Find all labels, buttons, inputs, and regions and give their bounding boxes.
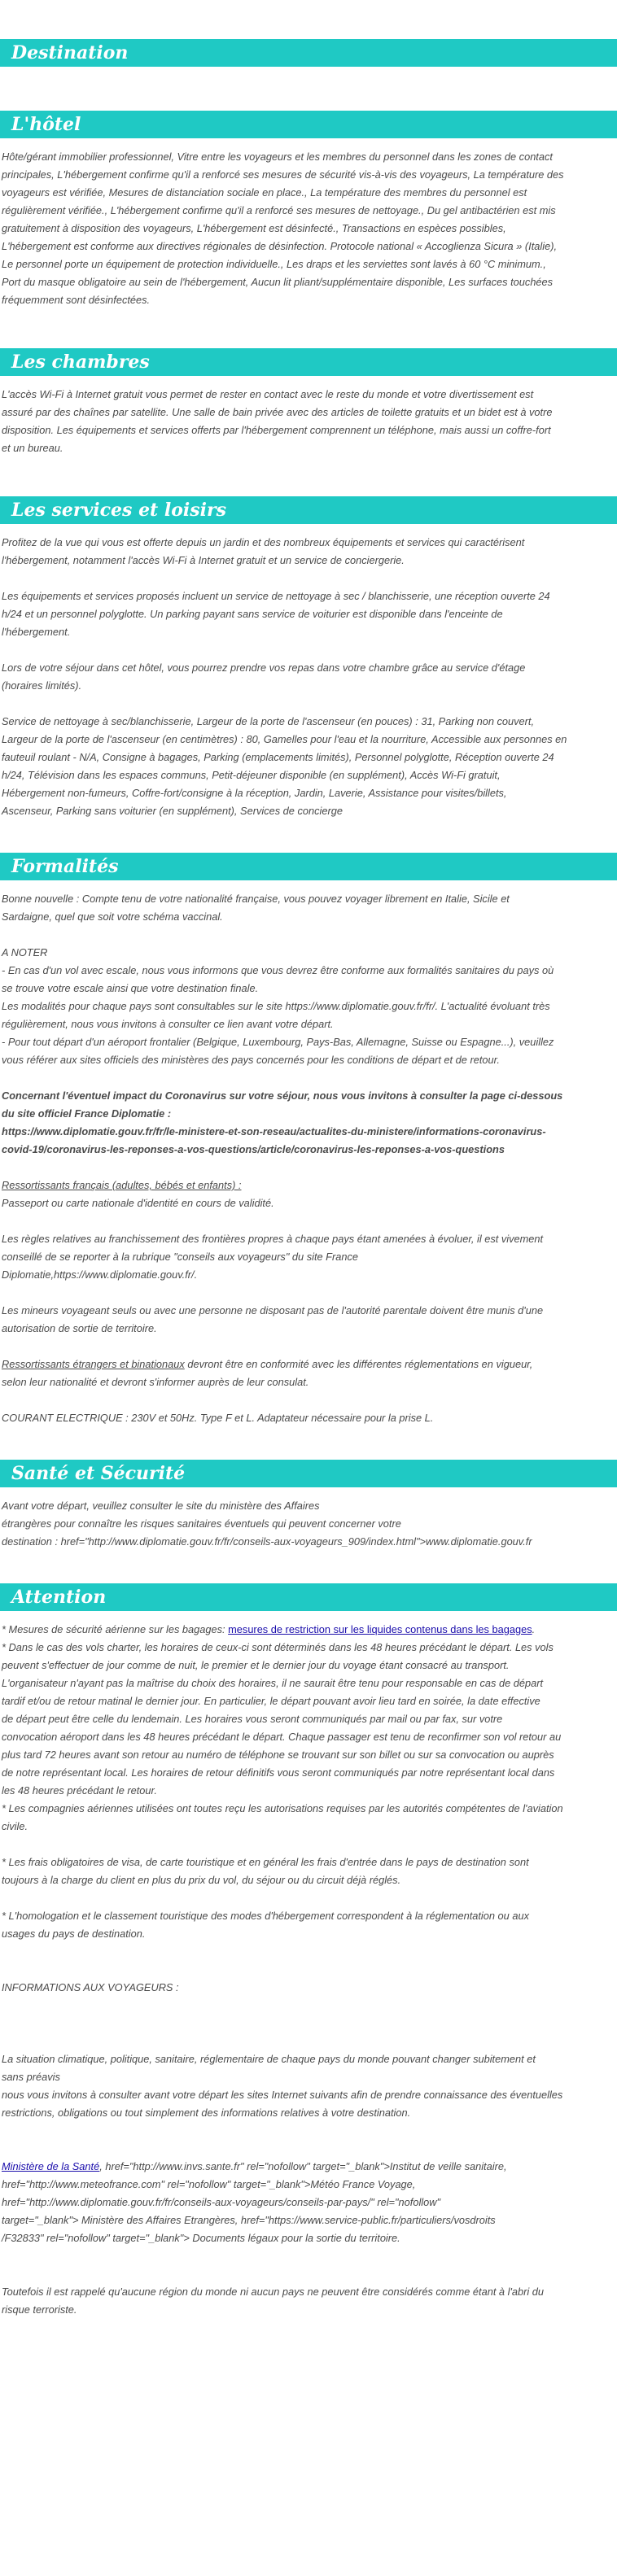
hotel-line: voyageurs est vérifiée, Mesures de distanciation sociale en place., La température des membres du personnel est (2, 186, 527, 199)
health-content (0, 1487, 617, 1551)
formalities-note-line: se trouve votre escale ainsi que votre destination finale. (2, 982, 259, 994)
charter-line: L'organisateur n'ayant pas la maîtrise du choix des horaires, il ne saurait être tenu pour responsable en cas de départ (2, 1677, 544, 1689)
charter-line: * Les compagnies aériennes utilisées ont toutes reçu les autorisations requises par les autorités compétentes de l'aviation (2, 1802, 563, 1814)
formalities-line: Bonne nouvelle : Compte tenu de votre nationalité française, vous pouvez voyager librement en Italie, Sicile et (2, 893, 510, 905)
climate-line: sans préavis (2, 2071, 60, 2083)
services-line: h/24, Télévision dans les espaces communs, Petit-déjeuner disponible (en supplément), Accès Wi-Fi gratuit, (2, 769, 501, 781)
rooms-line: disposition. Les équipements et services offerts par l'hébergement comprennent un téléphone, mais aussi un coffre-fort (2, 424, 551, 436)
formalities-bold-line: Concernant l'éventuel impact du Coronavirus sur votre séjour, nous vous invitons à consulter la page ci-dessous (2, 1089, 563, 1102)
charter-line: convocation aéroport dans les 48 heures précédant le départ. Chaque passager est tenu de reconfirmer son vol retour au (2, 1731, 562, 1743)
services-line: Ascenseur, Parking sans voiturier (en supplément), Services de concierge (2, 805, 343, 817)
section-header-rooms (0, 348, 617, 376)
formalities-note-line: A NOTER (2, 946, 48, 958)
ministry-health-link[interactable]: Ministère de la Santé (2, 2160, 100, 2172)
foreign-nationals-rest: devront être en conformité avec les différentes réglementations en vigueur, (184, 1358, 533, 1370)
links-line: /F32833" rel="nofollow" target="_blank"> Documents légaux pour la sortie du territoire. (2, 2232, 400, 2244)
rooms-line: L'accès Wi-Fi à Internet gratuit vous permet de rester en contact avec le reste du monde et votre divertissement est (2, 388, 534, 400)
health-line: destination : href="http://www.diplomatie.gouv.fr/fr/conseils-aux-voyageurs_909/index.html">www.diplomatie.gouv.fr (2, 1535, 532, 1548)
climate-line: restrictions, obligations ou tout simplement des informations relatives à votre destination. (2, 2107, 411, 2119)
formalities-note-line: - En cas d'un vol avec escale, nous vous informons que vous devrez être conforme aux formalités sanitaires du pays où (2, 964, 554, 976)
services-content (0, 524, 617, 820)
formalities-bold-line: du site officiel France Diplomatie : (2, 1107, 172, 1120)
ministry-rest: , href="http://www.invs.sante.fr" rel="nofollow" target="_blank">Institut de veille sanitaire, (99, 2160, 507, 2172)
charter-line: les 48 heures précédant le retour. (2, 1784, 157, 1797)
section-title-health: Santé et Sécurité (11, 1463, 186, 1484)
charter-line: * Dans le cas des vols charter, les horaires de ceux-ci sont déterminés dans les 48 heures précédant le départ. Les vols (2, 1641, 554, 1653)
rooms-line: et un bureau. (2, 442, 63, 454)
fees-line: toujours à la charge du client en plus du prix du vol, du séjour ou du circuit déjà réglés. (2, 1874, 401, 1886)
charter-line: tardif et/ou de retour matinal le dernier jour. En particulier, le départ pouvant avoir lieu tard en soirée, la date effective (2, 1695, 540, 1707)
services-line: Lors de votre séjour dans cet hôtel, vous pourrez prendre vos repas dans votre chambre grâce au service d'étage (2, 661, 526, 674)
services-line: Les équipements et services proposés incluent un service de nettoyage à sec / blanchisserie, une réception ouverte 24 (2, 590, 550, 602)
minors-line: Les mineurs voyageant seuls ou avec une personne ne disposant pas de l'autorité parentale doivent être munis d'une (2, 1304, 544, 1316)
french-nationals-heading: Ressortissants français (adultes, bébés et enfants) : (2, 1179, 242, 1191)
links-line: href="http://www.diplomatie.gouv.fr/fr/conseils-aux-voyageurs/conseils-par-pays/" rel="nofollow" (2, 2196, 441, 2208)
formalities-bold-line: https://www.diplomatie.gouv.fr/fr/le-ministere-et-son-reseau/actualites-du-ministere/informations-coronavirus- (2, 1125, 546, 1137)
charter-line: civile. (2, 1820, 28, 1832)
formalities-note-line: - Pour tout départ d'un aéroport frontalier (Belgique, Luxembourg, Pays-Bas, Allemagne, Suisse ou Espagne...), veuillez (2, 1036, 554, 1048)
climate-line: nous vous invitons à consulter avant votre départ les sites Internet suivants afin de prendre connaissance des éventuelles (2, 2089, 563, 2101)
hotel-line: principales, L'hébergement confirme qu'il a renforcé ses mesures de sécurité vis-à-vis des voyageurs, La température des (2, 168, 564, 181)
health-line: Avant votre départ, veuillez consulter le site du ministère des Affaires (2, 1500, 320, 1512)
rooms-line: assuré par des chaînes par satellite. Une salle de bain privée avec des articles de toilette gratuits et un bidet est à votre (2, 406, 553, 418)
terror-line: Toutefois il est rappelé qu'aucune région du monde ni aucun pays ne peuvent être considérés comme étant à l'abri du (2, 2286, 545, 2298)
section-title-destination: Destination (11, 42, 129, 63)
formalities-content (0, 880, 617, 1427)
baggage-suffix: . (532, 1623, 536, 1635)
rooms-content (0, 376, 617, 457)
health-line: étrangères pour connaître les risques sanitaires éventuels qui peuvent concerner votre (2, 1517, 401, 1530)
homologation-line: * L'homologation et le classement touristique des modes d'hébergement correspondent à la réglementation ou aux (2, 1910, 529, 1922)
hotel-line: fréquemment sont désinfectées. (2, 294, 151, 306)
section-header-hotel (0, 111, 617, 138)
services-line: h/24 et un personnel polyglotte. Un parking payant sans service de voiturier est disponible dans l'enceinte de (2, 608, 503, 620)
ministry-line (2, 2158, 617, 2176)
hotel-line: L'hébergement est conforme aux directives régionales de désinfection. Protocole national « Accoglienza Sicura » (Italie), (2, 240, 558, 252)
fees-line: * Les frais obligatoires de visa, de carte touristique et en général les frais d'entrée dans le pays de destination sont (2, 1856, 529, 1868)
borders-line: conseillé de se reporter à la rubrique "conseils aux voyageurs" du site France (2, 1251, 359, 1263)
borders-line: Diplomatie,https://www.diplomatie.gouv.fr/. (2, 1268, 198, 1281)
services-line: (horaires limités). (2, 679, 82, 692)
hotel-line: Le personnel porte un équipement de protection individuelle., Les draps et les serviettes sont lavés à 60 °C minimum., (2, 258, 546, 270)
charter-line: peuvent s'effectuer de jour comme de nuit, le premier et le dernier jour du voyage étant consacré au transport. (2, 1659, 510, 1671)
climate-line: La situation climatique, politique, sanitaire, réglementaire de chaque pays du monde pouvant changer subitement et (2, 2053, 536, 2065)
section-title-services: Les services et loisirs (11, 500, 226, 521)
links-line: target="_blank"> Ministère des Affaires Etrangères, href="https://www.service-public.fr/particuliers/vosdroits (2, 2214, 496, 2226)
electric-current-line: COURANT ELECTRIQUE : 230V et 50Hz. Type F et L. Adaptateur nécessaire pour la prise L. (2, 1412, 434, 1424)
services-line: Service de nettoyage à sec/blanchisserie, Largeur de la porte de l'ascenseur (en pouces) : 31, Parking non couvert, (2, 715, 535, 727)
terror-line: risque terroriste. (2, 2303, 77, 2316)
baggage-line (2, 1621, 617, 1639)
foreign-nationals-line2: selon leur nationalité et devront s'informer auprès de leur consulat. (2, 1376, 309, 1388)
formalities-note-line: vous référer aux sites officiels des ministères des pays concernés pour les conditions de départ et de retour. (2, 1054, 500, 1066)
section-header-destination (0, 39, 617, 67)
formalities-note-line: Les modalités pour chaque pays sont consultables sur le site https://www.diplomatie.gouv.fr/fr/. L'actualité évoluant très (2, 1000, 550, 1012)
attention-content (0, 1611, 617, 2319)
borders-line: Les règles relatives au franchissement des frontières propres à chaque pays étant amenées à évoluer, il est vivement (2, 1233, 544, 1245)
hotel-line: gratuitement à disposition des voyageurs, L'hébergement est désinfecté., Transactions en espèces possibles, (2, 222, 506, 234)
homologation-line: usages du pays de destination. (2, 1928, 146, 1940)
baggage-restriction-link[interactable]: mesures de restriction sur les liquides contenus dans les bagages (228, 1623, 532, 1635)
section-title-hotel: L'hôtel (11, 114, 81, 135)
formalities-note-line: régulièrement, nous vous invitons à consulter ce lien avant votre départ. (2, 1018, 334, 1030)
services-line: fauteuil roulant - N/A, Consigne à bagages, Parking (emplacements limités), Personnel polyglotte, Réception ouverte 24 (2, 751, 554, 763)
baggage-prefix: * Mesures de sécurité aérienne sur les bagages: (2, 1623, 229, 1635)
links-line: href="http://www.meteofrance.com" rel="nofollow" target="_blank">Météo France Voyage, (2, 2178, 416, 2190)
foreign-nationals-line (2, 1356, 617, 1373)
charter-line: de départ peut être celle du lendemain. Les horaires vous seront communiqués par mail ou par fax, sur votre (2, 1713, 503, 1725)
services-line: Hébergement non-fumeurs, Coffre-fort/consigne à la réception, Jardin, Laverie, Assistance pour visites/billets, (2, 787, 507, 799)
foreign-nationals-heading: Ressortissants étrangers et binationaux (2, 1358, 185, 1370)
services-line: l'hébergement, notamment l'accès Wi-Fi à Internet gratuit et un service de conciergerie. (2, 554, 405, 566)
section-header-formalities (0, 853, 617, 880)
charter-line: de notre représentant local. Les horaires de retour définitifs vous seront communiqués par notre représentant local dans (2, 1766, 555, 1779)
services-line: Largeur de la porte de l'ascenseur (en centimètres) : 80, Gamelles pour l'eau et la nourriture, Accessible aux personnes en (2, 733, 567, 745)
minors-line: autorisation de sortie de territoire. (2, 1322, 157, 1334)
formalities-bold-line: covid-19/coronavirus-les-reponses-a-vos-questions/article/coronavirus-les-reponses-a-vos-questions (2, 1143, 505, 1155)
section-title-attention: Attention (11, 1587, 107, 1608)
formalities-line: Sardaigne, quel que soit votre schéma vaccinal. (2, 910, 223, 923)
hotel-line: Port du masque obligatoire au sein de l'hébergement, Aucun lit pliant/supplémentaire disponible, Les surfaces touchées (2, 276, 554, 288)
section-title-rooms: Les chambres (11, 351, 150, 373)
hotel-content (0, 138, 617, 309)
charter-line: plus tard 72 heures avant son retour au numéro de téléphone se trouvant sur son billet ou sur sa convocation ou auprès (2, 1749, 554, 1761)
section-header-attention (0, 1583, 617, 1611)
section-title-formalities: Formalités (11, 856, 119, 877)
hotel-line: régulièrement vérifiée., L'hébergement confirme qu'il a renforcé ses mesures de nettoyage., Du gel antibactérien est mis (2, 204, 556, 216)
section-header-health (0, 1460, 617, 1487)
hotel-line: Hôte/gérant immobilier professionnel, Vitre entre les voyageurs et les membres du personnel dans les zones de contact (2, 151, 553, 163)
section-header-services (0, 496, 617, 524)
services-line: Profitez de la vue qui vous est offerte depuis un jardin et des nombreux équipements et services qui caractérisent (2, 536, 525, 548)
french-nationals-line: Passeport ou carte nationale d'identité en cours de validité. (2, 1197, 274, 1209)
services-line: l'hébergement. (2, 626, 71, 638)
traveler-info-heading: INFORMATIONS AUX VOYAGEURS : (2, 1981, 179, 1993)
